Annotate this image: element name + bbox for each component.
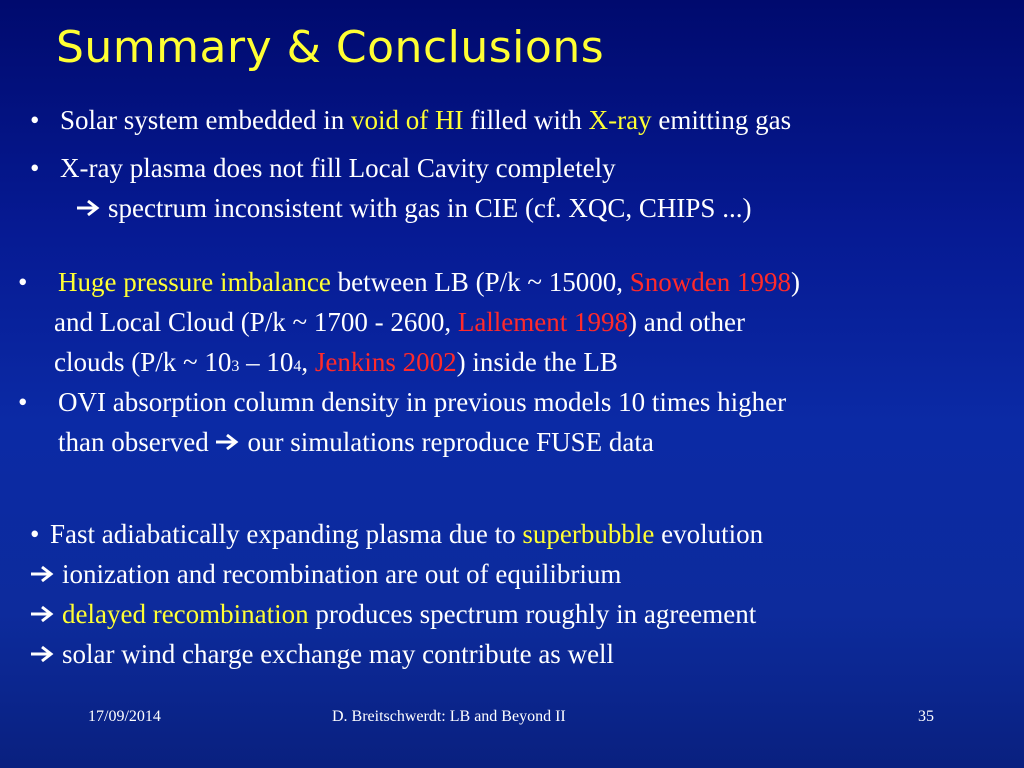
text: evolution	[661, 519, 764, 549]
text: ionization and recombination are out of equilibrium	[62, 559, 622, 589]
citation-lallement: Lallement 1998	[457, 307, 629, 337]
text: solar wind charge exchange may contribute as well	[62, 639, 615, 669]
slide-title: Summary & Conclusions	[56, 22, 605, 73]
bullet-3	[18, 262, 800, 302]
bullet-marker: •	[30, 519, 40, 549]
text: clouds (P/k ~ 10	[54, 347, 232, 377]
text: OVI absorption column density in previous models 10 times higher	[58, 387, 787, 417]
citation-jenkins: Jenkins 2002	[314, 347, 457, 377]
section-1	[30, 100, 791, 228]
highlight-superbubble: superbubble	[522, 519, 655, 549]
text: ,	[301, 347, 309, 377]
bullet-marker: •	[18, 267, 28, 297]
text: produces spectrum roughly in agreement	[315, 599, 757, 629]
bullet-5-line-3	[30, 594, 763, 634]
citation-snowden: Snowden 1998	[629, 267, 791, 297]
highlight-delayed-recombination: delayed recombination	[62, 599, 309, 629]
bullet-3-line-3: clouds (P/k ~ 10 3 – 10 4 , Jenkins 2002 ) inside the LB	[18, 342, 800, 382]
right-arrow-icon	[215, 433, 239, 451]
highlight-void-of-hi: void of HI	[350, 105, 464, 135]
bullet-2	[30, 148, 791, 188]
bullet-marker: •	[18, 387, 28, 417]
footer-page-number: 35	[918, 708, 934, 725]
bullet-marker: •	[30, 105, 40, 135]
text: X-ray plasma does not fill Local Cavity completely	[60, 153, 616, 183]
bullet-2-continuation	[30, 188, 791, 228]
text: than observed	[58, 427, 209, 457]
bullet-4	[18, 382, 800, 422]
text: )	[790, 267, 800, 297]
text: between LB (P/k ~ 15000,	[337, 267, 623, 297]
bullet-3-line-2	[18, 302, 800, 342]
right-arrow-icon	[30, 645, 54, 663]
highlight-x-ray: X-ray	[588, 105, 652, 135]
right-arrow-icon	[30, 565, 54, 583]
text: Solar system embedded in	[60, 105, 345, 135]
bullet-5-line-2	[30, 554, 763, 594]
bullet-5	[30, 514, 763, 554]
section-2	[18, 262, 800, 462]
footer-date: 17/09/2014	[88, 708, 161, 725]
bullet-5-line-4	[30, 634, 763, 674]
highlight-pressure-imbalance: Huge pressure imbalance	[58, 267, 331, 297]
right-arrow-icon	[30, 605, 54, 623]
text: ) inside the LB	[456, 347, 618, 377]
bullet-4-line-2	[18, 422, 800, 462]
footer-author: D. Breitschwerdt: LB and Beyond II	[332, 708, 566, 725]
text: and Local Cloud (P/k ~ 1700 - 2600,	[54, 307, 452, 337]
text: Fast adiabatically expanding plasma due to	[50, 519, 516, 549]
text: emitting gas	[658, 105, 792, 135]
right-arrow-icon	[76, 199, 100, 217]
text: our simulations reproduce FUSE data	[247, 427, 654, 457]
text: – 10	[246, 347, 294, 377]
bullet-marker: •	[30, 153, 40, 183]
bullet-1	[30, 100, 791, 140]
text: ) and other	[628, 307, 745, 337]
section-3	[30, 514, 763, 674]
text: spectrum inconsistent with gas in CIE (cf. XQC, CHIPS ...)	[108, 193, 752, 223]
text: filled with	[470, 105, 582, 135]
